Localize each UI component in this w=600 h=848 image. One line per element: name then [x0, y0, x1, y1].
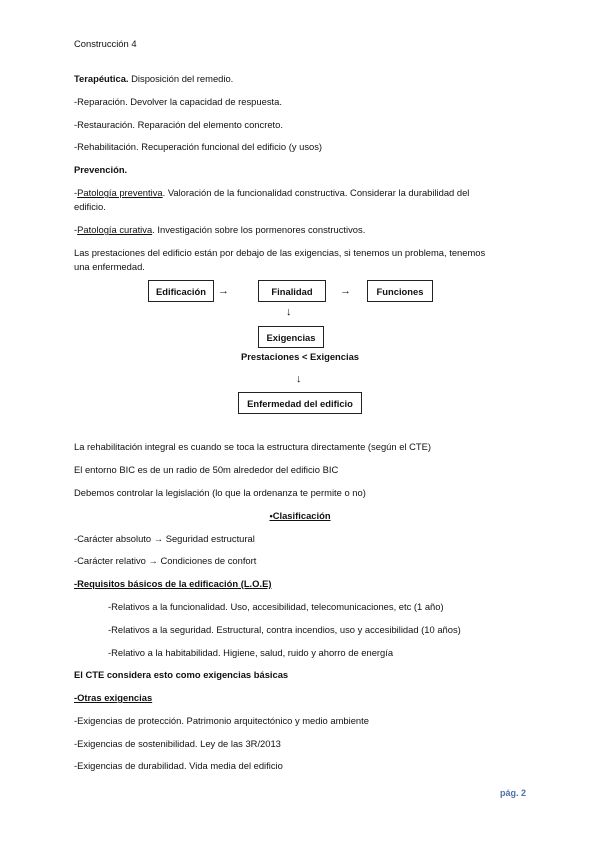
preventiva-dash: - — [74, 187, 78, 198]
otras-item-durabilidad: -Exigencias de durabilidad. Vida media del edificio — [74, 760, 283, 771]
patologia-curativa-line — [74, 224, 365, 236]
paragraph-rehabilitacion-integral: La rehabilitación integral es cuando se toca la estructura directamente (según el CTE) — [74, 441, 431, 452]
terapeutica-item-rehabilitacion: -Rehabilitación. Recuperación funcional del edificio (y usos) — [74, 141, 323, 152]
requisitos-item-habitabilidad: -Relativo a la habitabilidad. Higiene, salud, ruido y ahorro de energía — [108, 647, 394, 658]
diagram-prestaciones-label: Prestaciones < Exigencias — [240, 351, 360, 362]
otras-item-sostenibilidad: -Exigencias de sostenibilidad. Ley de las 3R/2013 — [74, 738, 281, 749]
arrow-down-icon: ↓ — [296, 373, 302, 385]
patologia-preventiva-desc: . Valoración de la funcionalidad constructiva. Considerar la durabilidad del — [162, 187, 470, 198]
document-header-title: Construcción 4 — [74, 38, 137, 49]
terapeutica-term: Terapéutica. — [74, 73, 129, 84]
clasificacion-heading: •Clasificación — [269, 510, 331, 521]
cte-note: El CTE considera esto como exigencias básicas — [74, 669, 289, 680]
diagram-box-enfermedad: Enfermedad del edificio — [238, 392, 362, 414]
terapeutica-item-reparacion: -Reparación. Devolver la capacidad de respuesta. — [74, 96, 282, 107]
requisitos-item-seguridad: -Relativos a la seguridad. Estructural, contra incendios, uso y accesibilidad (10 años) — [108, 624, 461, 635]
paragraph-entorno-bic: El entorno BIC es de un radio de 50m alrededor del edificio BIC — [74, 464, 339, 475]
clasificacion-item-relativo: -Carácter relativo → Condiciones de confort — [74, 555, 257, 566]
patologia-curativa-desc: . Investigación sobre los pormenores constructivos. — [152, 224, 366, 235]
requisitos-heading: -Requisitos básicos de la edificación (L.O.E) — [74, 578, 272, 589]
prevencion-heading: Prevención. — [74, 164, 128, 175]
diagram-box-edificacion: Edificación — [148, 280, 214, 302]
arrow-right-icon: → — [340, 285, 351, 297]
curativa-dash: - — [74, 224, 78, 235]
terapeutica-desc: Disposición del remedio. — [128, 73, 234, 84]
diagram-box-funciones: Funciones — [367, 280, 433, 302]
patologia-preventiva-desc-cont: edificio. — [74, 201, 106, 212]
requisitos-item-funcionalidad: -Relativos a la funcionalidad. Uso, accesibilidad, telecomunicaciones, etc (1 año) — [108, 601, 444, 612]
arrow-right-icon: → — [218, 285, 229, 297]
otras-item-proteccion: -Exigencias de protección. Patrimonio arquitectónico y medio ambiente — [74, 715, 369, 726]
terapeutica-line — [74, 73, 233, 85]
patologia-preventiva-term: Patología preventiva — [77, 187, 163, 198]
patologia-curativa-term: Patología curativa — [77, 224, 153, 235]
terapeutica-item-restauracion: -Restauración. Reparación del elemento concreto. — [74, 119, 283, 130]
intro-line-1: Las prestaciones del edificio están por debajo de las exigencias, si tenemos un problema, tenemos — [74, 247, 486, 258]
patologia-preventiva-line — [74, 187, 469, 199]
diagram-box-exigencias: Exigencias — [258, 326, 324, 348]
paragraph-legislacion: Debemos controlar la legislación (lo que la ordenanza te permite o no) — [74, 487, 366, 498]
intro-line-2: una enfermedad. — [74, 261, 145, 272]
page-number: pág. 2 — [500, 788, 527, 798]
arrow-down-icon: ↓ — [286, 306, 292, 318]
clasificacion-item-absoluto: -Carácter absoluto → Seguridad estructural — [74, 533, 255, 544]
otras-exigencias-heading: -Otras exigencias — [74, 692, 153, 703]
diagram-box-finalidad: Finalidad — [258, 280, 326, 302]
